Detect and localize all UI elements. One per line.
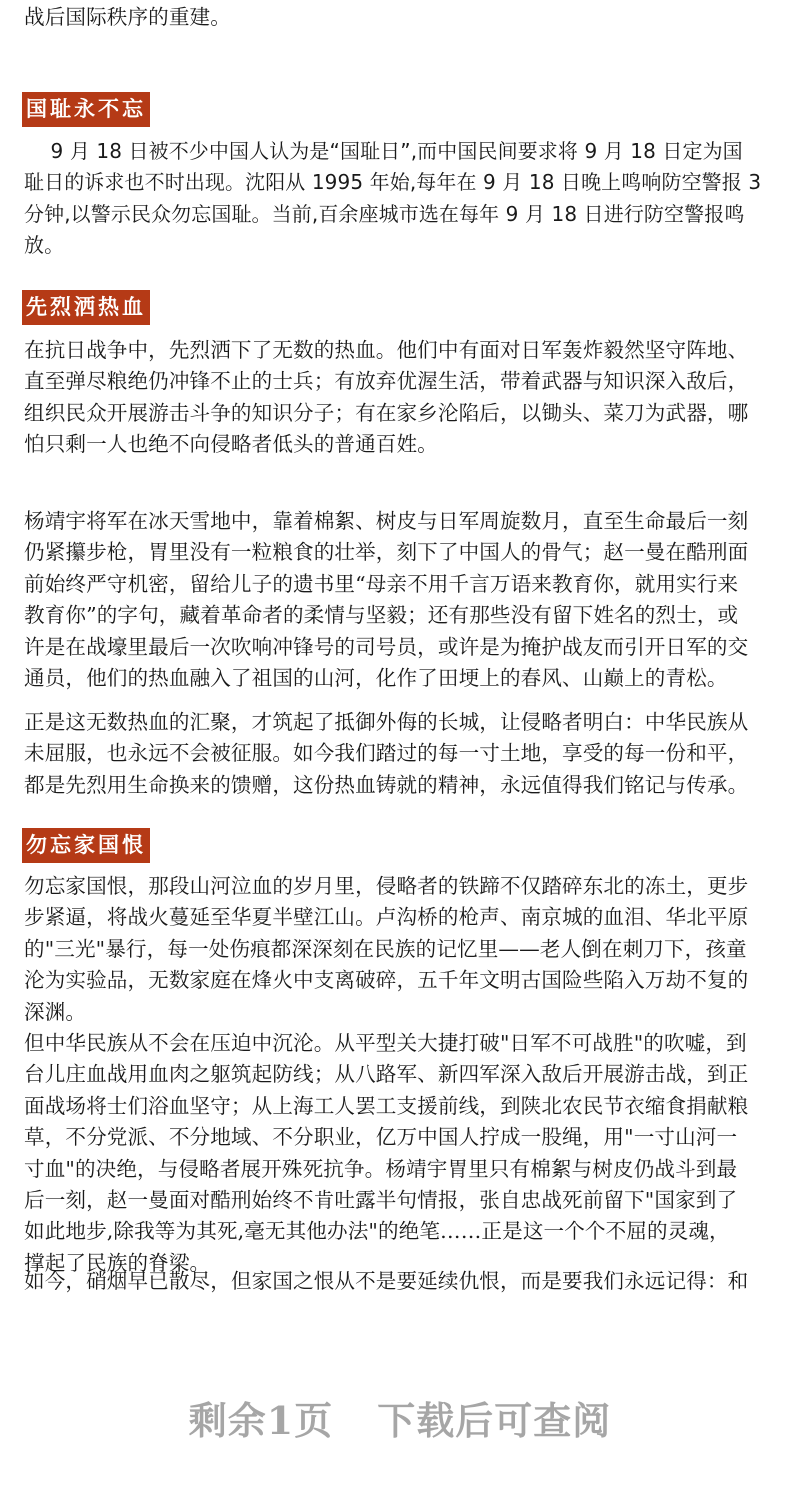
text-line: 怕只剩一人也绝不向侵略者低头的普通百姓。: [24, 432, 438, 457]
paragraph: [24, 871, 784, 1028]
text-line: 耻日的诉求也不时出现。沈阳从 1995 年始,每年在 9 月 18 日晚上鸣响防空警报 3: [24, 170, 762, 195]
text-line: 组织民众开展游击斗争的知识分子；有在家乡沦陷后，以锄头、菜刀为武器，哪: [24, 400, 749, 425]
text-line: 许是在战壕里最后一次吹响冲锋号的司号员，或许是为掩护战友而引开日军的交: [24, 634, 749, 659]
text-line: 的"三光"暴行，每一处伤痕都深深刻在民族的记忆里——老人倒在刺刀下，孩童: [24, 936, 747, 961]
text-line: 台儿庄血战用血肉之躯筑起防线；从八路军、新四军深入敌后开展游击战，到正: [24, 1062, 749, 1087]
download-prompt[interactable]: [0, 1390, 800, 1445]
text-line: 正是这无数热血的汇聚，才筑起了抵御外侮的长城，让侵略者明白：中华民族从: [24, 710, 749, 734]
download-to-view-label[interactable]: 下载后可查阅: [377, 1398, 612, 1443]
text-line: 都是先烈用生命换来的馈赠，这份热血铸就的精神，永远值得我们铭记与传承。: [24, 772, 749, 797]
paragraph: [24, 335, 784, 461]
section-heading-martyrs: 先烈洒热血: [22, 290, 150, 325]
text-line: 分钟,以警示民众勿忘国耻。当前,百余座城市选在每年 9 月 18 日进行防空警报鸣: [24, 201, 745, 226]
text-line: 深渊。: [24, 999, 87, 1024]
section-heading-national-hatred: 勿忘家国恨: [22, 828, 150, 863]
text-line: 草，不分党派、不分地域、不分职业，亿万中国人拧成一股绳，用"一寸山河一: [24, 1125, 738, 1150]
text-line: 在抗日战争中，先烈洒下了无数的热血。他们中有面对日军轰炸毅然坚守阵地、: [24, 338, 749, 362]
text-line: 通员，他们的热血融入了祖国的山河，化作了田埂上的春风、山巅上的青松。: [24, 665, 728, 690]
intro-tail: [24, 2, 784, 33]
text-line: 9 月 18 日被不少中国人认为是“国耻日”,而中国民间要求将 9 月 18 日定为国: [24, 139, 743, 163]
text-line: 沦为实验品，无数家庭在烽火中支离破碎，五千年文明古国险些陷入万劫不复的: [24, 968, 749, 993]
text-line: 寸血"的决绝，与侵略者展开殊死抗争。杨靖宇胃里只有棉絮与树皮仍战斗到最: [24, 1156, 738, 1181]
text-line: 杨靖宇将军在冰天雪地中，靠着棉絮、树皮与日军周旋数月，直至生命最后一刻: [24, 509, 749, 533]
text-line: 如今，硝烟早已散尽，但家国之恨从不是要延续仇恨，而是要我们永远记得：和: [24, 1269, 749, 1293]
text-line: 未屈服，也永远不会被征服。如今我们踏过的每一寸土地，享受的每一份和平，: [24, 741, 749, 766]
text-line: 如此地步,除我等为其死,毫无其他办法"的绝笔……正是这一个个不屈的灵魂，: [24, 1219, 730, 1244]
paragraph: [24, 1028, 784, 1279]
text-line: 战后国际秩序的重建。: [24, 5, 231, 29]
text-line: 放。: [24, 233, 65, 258]
paragraph: [24, 707, 784, 801]
text-line: 面战场将士们浴血坚守；从上海工人罢工支援前线，到陕北农民节衣缩食捐献粮: [24, 1093, 749, 1118]
text-line: 直至弹尽粮绝仍冲锋不止的士兵；有放弃优渥生活，带着武器与知识深入敌后，: [24, 369, 749, 394]
text-line: 撑起了民族的脊梁。: [24, 1250, 211, 1275]
remaining-pages-label: 剩余1页: [188, 1398, 334, 1443]
text-line: 后一刻，赵一曼面对酷刑始终不肯吐露半句情报，张自忠战死前留下"国家到了: [24, 1187, 738, 1212]
text-line: 前始终严守机密，留给儿子的遗书里“母亲不用千言万语来教育你，就用实行来: [24, 571, 739, 596]
paragraph: [24, 136, 784, 262]
text-line: 仍紧攥步枪，胃里没有一粒粮食的壮举，刻下了中国人的骨气；赵一曼在酷刑面: [24, 540, 749, 565]
text-line: 但中华民族从不会在压迫中沉沦。从平型关大捷打破"日军不可战胜"的吹嘘，到: [24, 1031, 747, 1055]
text-line: 步紧逼，将战火蔓延至华夏半壁江山。卢沟桥的枪声、南京城的血泪、华北平原: [24, 905, 749, 930]
text-line: 教育你”的字句，藏着革命者的柔情与坚毅；还有那些没有留下姓名的烈士，或: [24, 603, 739, 628]
text-line: 勿忘家国恨，那段山河泣血的岁月里，侵略者的铁蹄不仅踏碎东北的冻土，更步: [24, 874, 749, 898]
paragraph: [24, 506, 784, 694]
section-heading-national-humiliation: 国耻永不忘: [22, 92, 150, 127]
paragraph: [24, 1266, 784, 1297]
